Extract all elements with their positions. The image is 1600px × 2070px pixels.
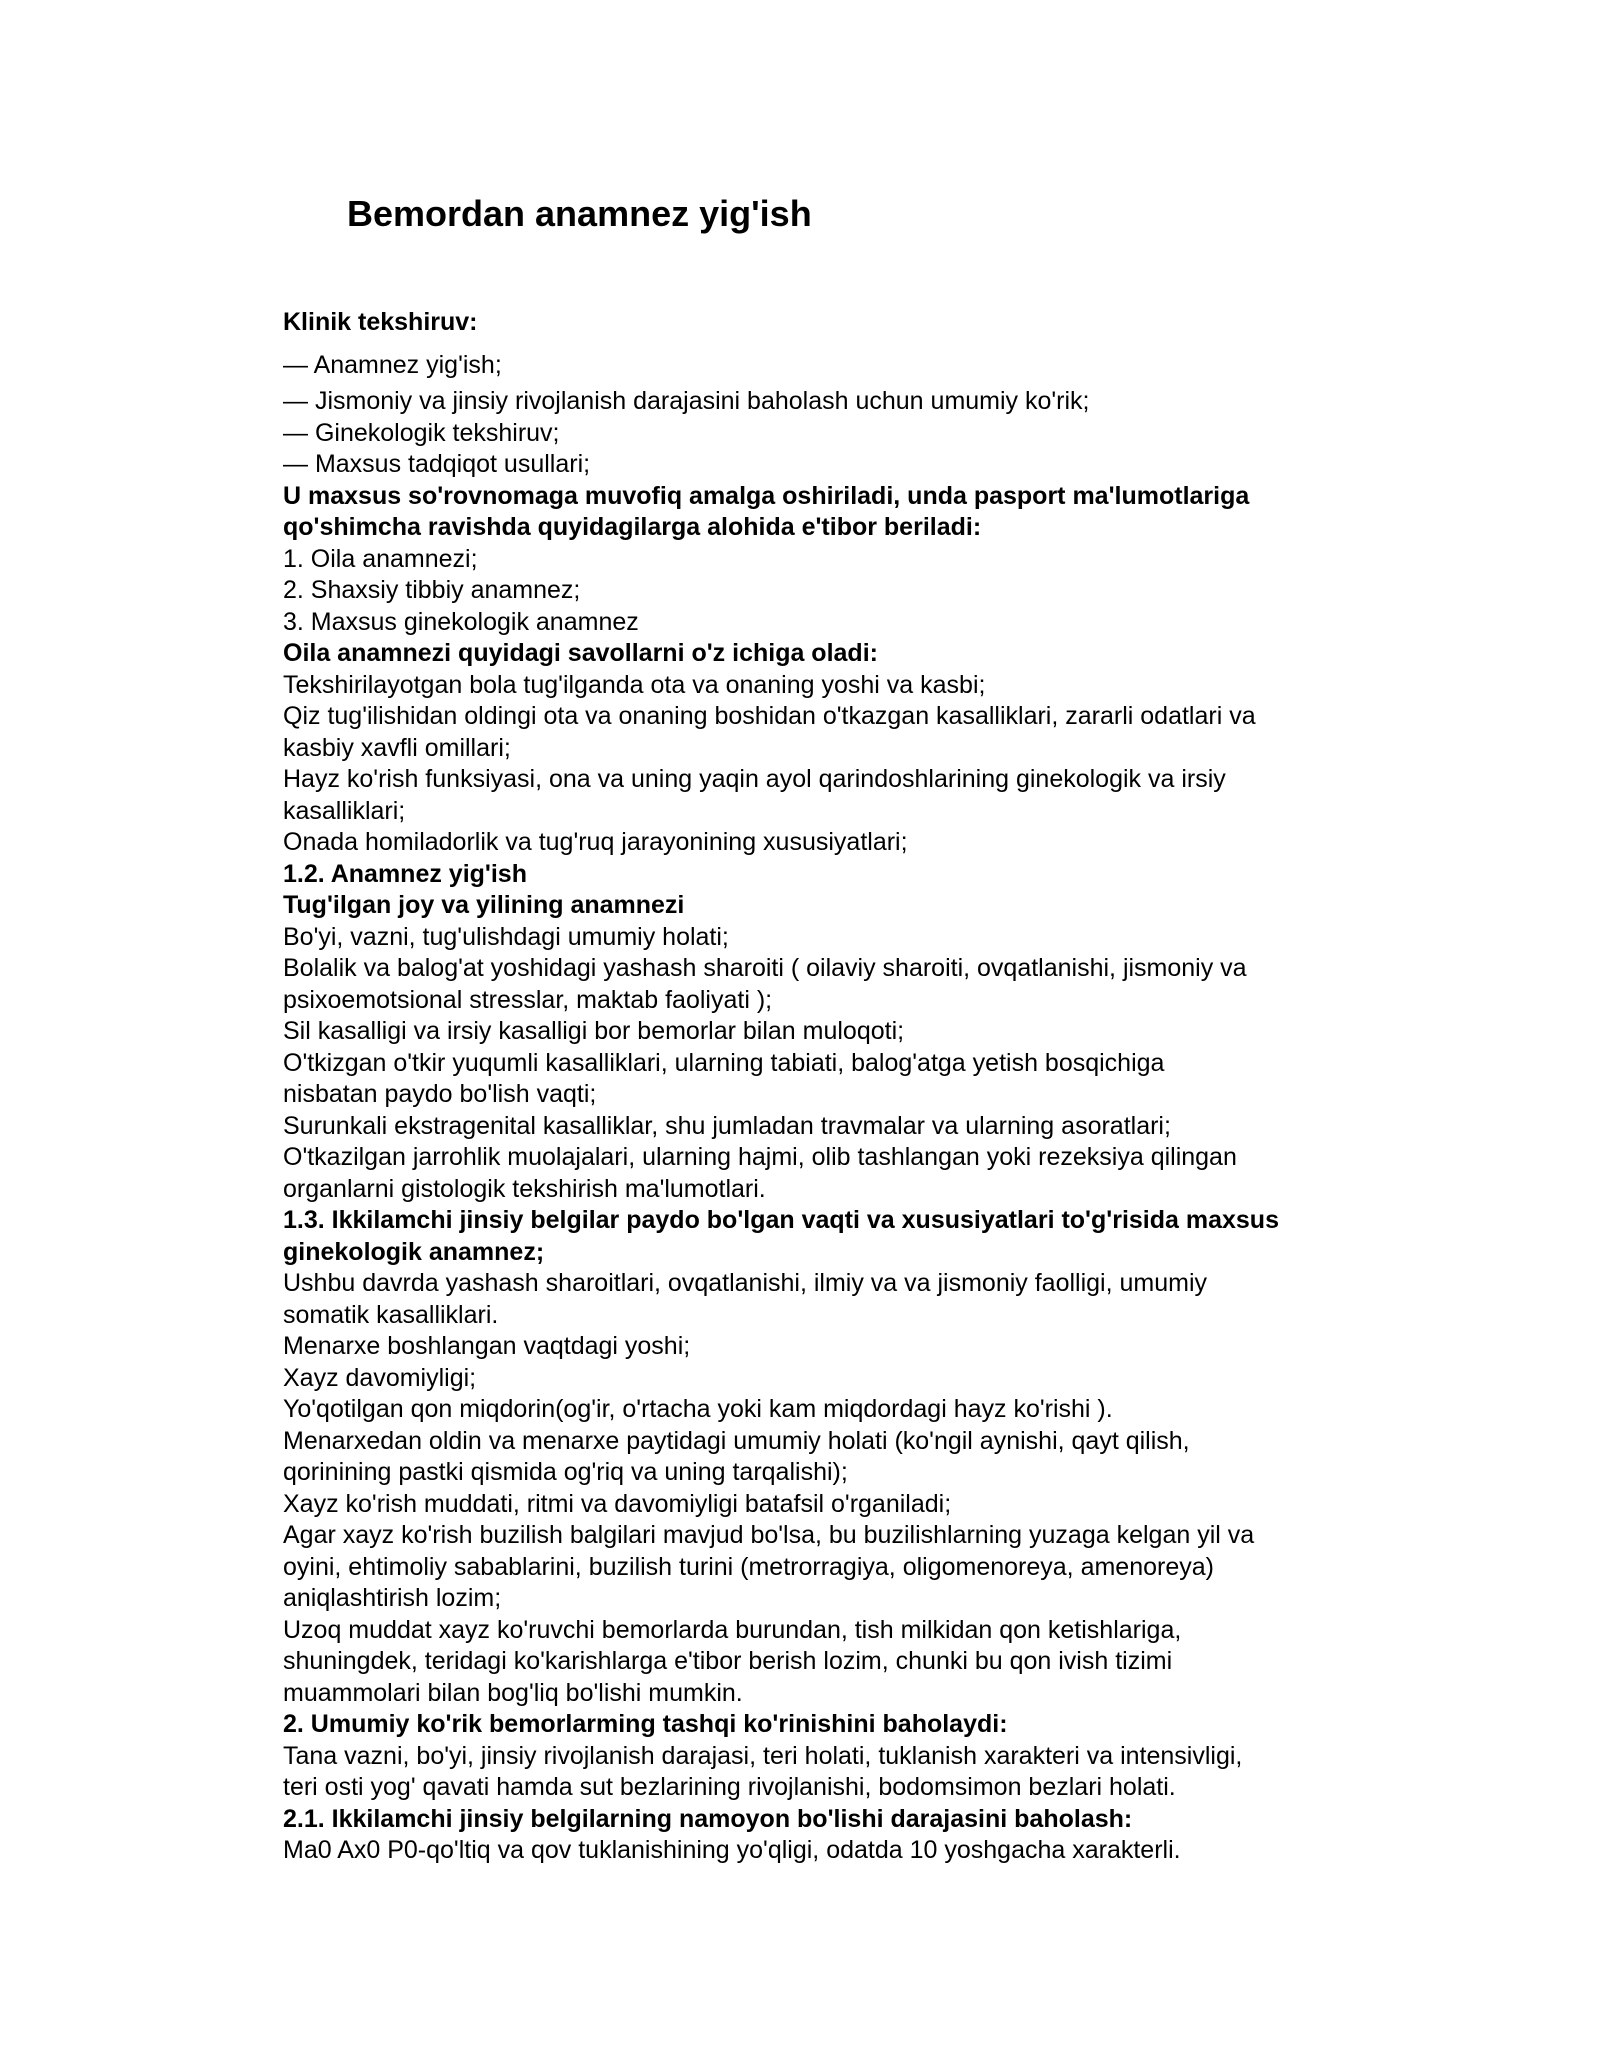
text-line: Menarxe boshlangan vaqtdagi yoshi; <box>283 1332 691 1360</box>
text-line: Onada homiladorlik va tug'ruq jarayonining xususiyatlari; <box>283 828 908 856</box>
section-heading: qo'shimcha ravishda quyidagilarga alohida e'tibor beriladi: <box>283 513 982 541</box>
section-heading: ginekologik anamnez; <box>283 1237 545 1266</box>
text-line: 2. Shaxsiy tibbiy anamnez; <box>283 576 581 604</box>
text-line: O'tkizgan o'tkir yuqumli kasalliklari, ularning tabiati, balog'atga yetish bosqichiga <box>283 1048 1165 1077</box>
text-line: nisbatan paydo bo'lish vaqti; <box>283 1080 597 1108</box>
text-line: Qiz tug'ilishidan oldingi ota va onaning boshidan o'tkazgan kasalliklari, zararli odatlari va <box>283 702 1256 730</box>
text-line: Xayz ko'rish muddati, ritmi va davomiyligi batafsil o'rganiladi; <box>283 1489 952 1518</box>
document-body <box>283 307 1413 1867</box>
text-line: teri osti yog' qavati hamda sut bezlarining rivojlanishi, bodomsimon bezlari holati. <box>283 1773 1176 1801</box>
text-line: Surunkali ekstragenital kasalliklar, shu jumladan travmalar va ularning asoratlari; <box>283 1111 1171 1140</box>
text-line: Bo'yi, vazni, tug'ulishdagi umumiy holati; <box>283 922 729 951</box>
section-heading: Oila anamnezi quyidagi savollarni o'z ichiga oladi: <box>283 639 878 667</box>
text-line: kasalliklari; <box>283 796 406 825</box>
text-line: qorinining pastki qismida og'riq va uning tarqalishi); <box>283 1458 848 1486</box>
page-title: Bemordan anamnez yig'ish <box>347 193 812 234</box>
text-line: — Jismoniy va jinsiy rivojlanish darajasini baholash uchun umumiy ko'rik; <box>283 387 1090 415</box>
text-line: psixoemotsional stresslar, maktab faoliyati ); <box>283 985 773 1014</box>
text-line: Sil kasalligi va irsiy kasalligi bor bemorlar bilan muloqoti; <box>283 1017 905 1045</box>
text-line: Tekshirilayotgan bola tug'ilganda ota va onaning yoshi va kasbi; <box>283 670 986 699</box>
text-line: 3. Maxsus ginekologik anamnez <box>283 607 639 636</box>
text-line: Tana vazni, bo'yi, jinsiy rivojlanish darajasi, teri holati, tuklanish xarakteri va intensivligi, <box>283 1741 1243 1770</box>
text-line: shuningdek, teridagi ko'karishlarga e'tibor berish lozim, chunki bu qon ivish tizimi <box>283 1647 1173 1675</box>
text-line: Menarxedan oldin va menarxe paytidagi umumiy holati (ko'ngil aynishi, qayt qilish, <box>283 1426 1190 1455</box>
text-line: Uzoq muddat xayz ko'ruvchi bemorlarda burundan, tish milkidan qon ketishlariga, <box>283 1615 1182 1644</box>
text-line: — Ginekologik tekshiruv; <box>283 418 560 447</box>
text-line: Bolalik va balog'at yoshidagi yashash sharoiti ( oilaviy sharoiti, ovqatlanishi, jismoniy va <box>283 954 1247 982</box>
text-line: Agar xayz ko'rish buzilish balgilari mavjud bo'lsa, bu buzilishlarning yuzaga kelgan yil va <box>283 1521 1255 1549</box>
section-heading: 1.3. Ikkilamchi jinsiy belgilar paydo bo'lgan vaqti va xususiyatlari to'g'risida maxsus <box>283 1206 1279 1234</box>
section-heading: Tug'ilgan joy va yilining anamnezi <box>283 891 685 919</box>
text-line: 1. Oila anamnezi; <box>283 544 478 573</box>
text-line: Xayz davomiyligi; <box>283 1363 477 1392</box>
section-heading: 2.1. Ikkilamchi jinsiy belgilarning namoyon bo'lishi darajasini baholash: <box>283 1804 1133 1833</box>
text-line: — Anamnez yig'ish; <box>283 350 502 379</box>
text-line: — Maxsus tadqiqot usullari; <box>283 450 591 478</box>
section-heading: U maxsus so'rovnomaga muvofiq amalga oshiriladi, unda pasport ma'lumotlariga <box>283 481 1250 510</box>
text-line: Ma0 Ax0 P0-qo'ltiq va qov tuklanishining yo'qligi, odatda 10 yoshgacha xarakterli. <box>283 1836 1181 1864</box>
text-line: muammolari bilan bog'liq bo'lishi mumkin. <box>283 1678 743 1707</box>
section-heading: 1.2. Anamnez yig'ish <box>283 859 527 888</box>
section-heading: 2. Umumiy ko'rik bemorlarming tashqi ko'rinishini baholaydi: <box>283 1710 1008 1738</box>
text-line: organlarni gistologik tekshirish ma'lumotlari. <box>283 1174 766 1203</box>
text-line: O'tkazilgan jarrohlik muolajalari, ularning hajmi, olib tashlangan yoki rezeksiya qilingan <box>283 1143 1237 1171</box>
text-line: Yo'qotilgan qon miqdorin(og'ir, o'rtacha yoki kam miqdordagi hayz ko'rishi ). <box>283 1395 1113 1423</box>
section-heading: Klinik tekshiruv: <box>283 308 478 336</box>
text-line: kasbiy xavfli omillari; <box>283 733 511 762</box>
text-line: somatik kasalliklari. <box>283 1300 499 1329</box>
text-line: Ushbu davrda yashash sharoitlari, ovqatlanishi, ilmiy va va jismoniy faolligi, umumiy <box>283 1269 1207 1297</box>
text-line: aniqlashtirish lozim; <box>283 1584 502 1612</box>
text-line: Hayz ko'rish funksiyasi, ona va uning yaqin ayol qarindoshlarining ginekologik va irsiy <box>283 765 1226 793</box>
text-line: oyini, ehtimoliy sabablarini, buzilish turini (metrorragiya, oligomenoreya, amenoreya) <box>283 1552 1214 1581</box>
